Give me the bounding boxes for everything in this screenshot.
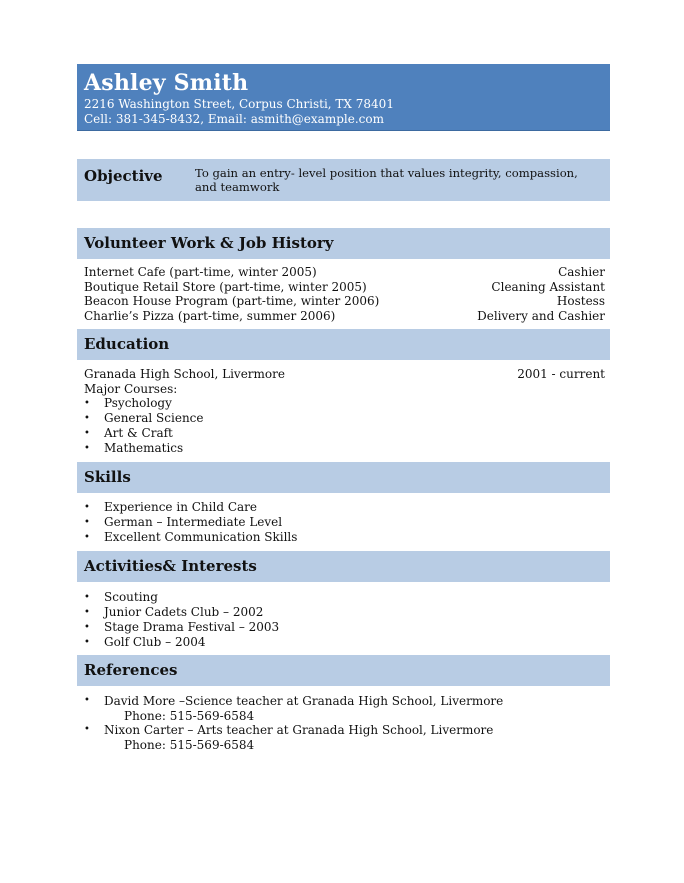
list-item: • German – Intermediate Level: [84, 515, 283, 529]
bullet-icon: •: [84, 398, 90, 410]
references-section-header: [77, 655, 610, 686]
school-years: 2001 - current: [517, 367, 605, 381]
education-row: [77, 367, 610, 382]
reference-phone: Phone: 515-569-6584: [124, 737, 255, 752]
bullet-icon: •: [84, 637, 90, 648]
list-item: • Junior Cadets Club – 2002: [84, 605, 264, 619]
reference-phone: Phone: 515-569-6584: [124, 708, 255, 723]
skills-section-header: [77, 462, 610, 493]
objective-section: [77, 159, 610, 201]
activities-heading: Activities& Interests: [84, 557, 257, 575]
work-role: Cashier: [558, 265, 605, 279]
work-list: [77, 265, 610, 323]
activities-block: [77, 590, 610, 650]
work-row: [77, 280, 610, 295]
list-item: • Psychology: [84, 396, 172, 411]
reference-item: [77, 723, 610, 752]
bullet-icon: •: [84, 724, 90, 736]
activities-list: [77, 590, 610, 650]
references-block: [77, 694, 610, 752]
list-item: • General Science: [84, 411, 204, 426]
work-row: [77, 294, 610, 309]
list-item: • Scouting: [84, 590, 158, 604]
reference-item: [77, 694, 610, 723]
objective-text: To gain an entry- level position that values integrity, compassion, and teamwork: [195, 166, 578, 194]
work-role: Hostess: [556, 294, 605, 309]
work-place: Charlie’s Pizza (part-time, summer 2006): [84, 308, 336, 323]
activities-section-header: [77, 551, 610, 582]
list-item: • Experience in Child Care: [84, 500, 257, 514]
work-section-header: [77, 228, 610, 259]
work-place: Boutique Retail Store (part-time, winter 2005): [84, 279, 367, 294]
education-section-header: [77, 329, 610, 360]
bullet-icon: •: [84, 532, 90, 543]
objective-heading: Objective: [84, 167, 163, 185]
education-block: [77, 367, 610, 456]
skills-block: [77, 500, 610, 545]
contact-line: Cell: 381-345-8432, Email: asmith@example.com: [84, 112, 384, 126]
school-name: Granada High School, Livermore: [84, 367, 285, 381]
reference-name: David More –Science teacher at Granada High School, Livermore: [104, 694, 504, 708]
bullet-icon: •: [84, 413, 90, 425]
skills-heading: Skills: [84, 468, 131, 486]
bullet-icon: •: [84, 443, 90, 455]
education-heading: Education: [84, 335, 170, 353]
work-role: Delivery and Cashier: [477, 308, 605, 323]
resume-header: [77, 64, 610, 131]
work-row: [77, 309, 610, 324]
bullet-icon: •: [84, 502, 90, 513]
work-row: [77, 265, 610, 280]
reference-name: Nixon Carter – Arts teacher at Granada High School, Livermore: [104, 723, 494, 738]
bullet-icon: •: [84, 428, 90, 440]
list-item: • Stage Drama Festival – 2003: [84, 620, 280, 634]
list-item: • Mathematics: [84, 441, 184, 456]
references-heading: References: [84, 661, 178, 679]
work-place: Beacon House Program (part-time, winter 2006): [84, 294, 380, 309]
courses-label: Major Courses:: [84, 381, 178, 396]
bullet-icon: •: [84, 695, 90, 706]
address-line: 2216 Washington Street, Corpus Christi, TX 78401: [84, 97, 394, 111]
work-place: Internet Cafe (part-time, winter 2005): [84, 265, 317, 279]
list-item: • Golf Club – 2004: [84, 635, 206, 649]
skills-list: [77, 500, 610, 545]
bullet-icon: •: [84, 592, 90, 603]
bullet-icon: •: [84, 517, 90, 528]
bullet-icon: •: [84, 607, 90, 618]
list-item: • Art & Craft: [84, 426, 173, 441]
list-item: • Excellent Communication Skills: [84, 530, 298, 544]
work-role: Cleaning Assistant: [491, 279, 605, 294]
work-heading: Volunteer Work & Job History: [84, 234, 334, 252]
bullet-icon: •: [84, 622, 90, 633]
courses-list: [77, 396, 610, 456]
applicant-name: Ashley Smith: [84, 70, 249, 96]
